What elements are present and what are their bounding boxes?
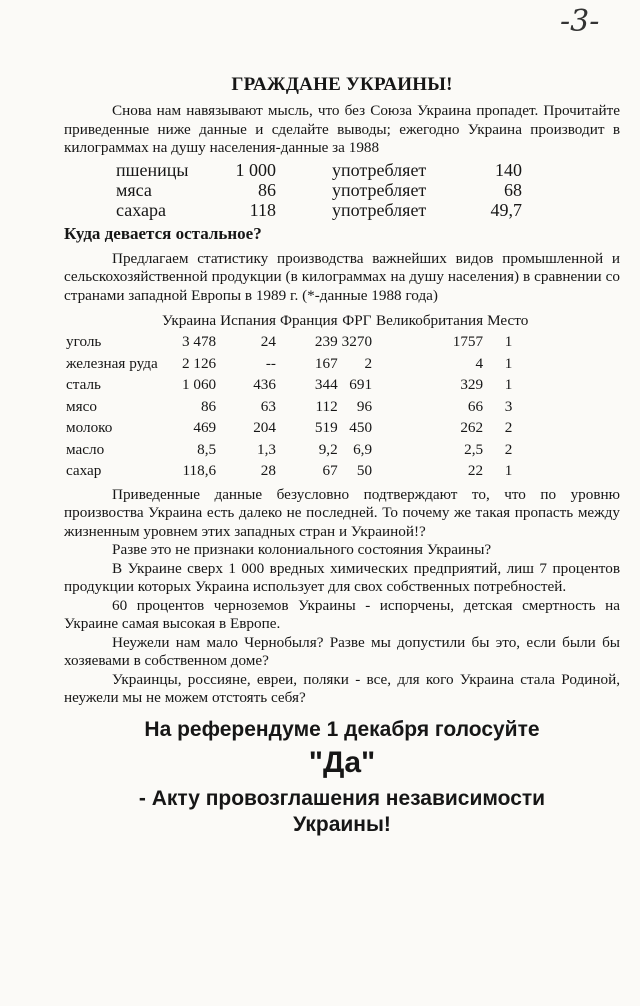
stats-cell: 329 — [460, 376, 484, 393]
stats-cell: 2 126 — [181, 354, 217, 372]
leaflet-body — [64, 74, 620, 838]
production-row — [116, 200, 522, 220]
production-kg: 86 — [258, 179, 276, 200]
stats-cell: 469 — [193, 419, 217, 436]
stats-cell: 1 — [504, 376, 513, 393]
statistics-table — [64, 311, 530, 482]
leaflet-title: ГРАЖДАНЕ УКРАИНЫ! — [231, 74, 453, 95]
page-number: -3- — [560, 4, 600, 39]
stats-cell: 436 — [253, 376, 276, 393]
stats-cell: 204 — [253, 419, 276, 436]
question-heading: Куда девается остальное? — [64, 223, 262, 243]
body-paragraph: 60 процентов черноземов Украины - испорчены, детская смертность на Украине самая высокая в Европе. — [64, 596, 620, 632]
stats-cell: 6,9 — [353, 440, 373, 458]
stats-row-label: масло — [66, 440, 105, 458]
production-table — [116, 160, 522, 220]
stats-cell: 1 — [504, 462, 513, 479]
stats-cell: 1757 — [452, 333, 484, 350]
production-use: 49,7 — [490, 199, 522, 220]
stats-header: Великобритания — [376, 312, 484, 329]
stats-header: Испания — [220, 312, 276, 329]
stats-cell: 28 — [260, 462, 276, 479]
production-verb: употребляет — [332, 159, 427, 180]
stats-cell: 22 — [467, 462, 484, 479]
stats-cell: 1,3 — [256, 440, 276, 458]
stats-header: Франция — [279, 312, 338, 329]
stats-cell: 118,6 — [182, 462, 217, 479]
stats-cell: 3 — [504, 397, 513, 415]
stats-row-label: сахар — [66, 462, 102, 479]
stats-row-label: уголь — [66, 333, 102, 350]
slogan-line-2: "Да" — [308, 745, 376, 779]
stats-cell: 1 — [504, 333, 513, 350]
stats-header: Украина — [162, 312, 217, 329]
stats-row — [64, 331, 530, 353]
stats-row — [64, 439, 530, 461]
stats-cell: 2 — [364, 354, 373, 372]
stats-intro-paragraph: Предлагаем статистику производства важнейших видов промышленной и сельскохозяйственной продукции (в килограммах на душу населения) в сравнении со странами западной Европы в 1989 г. (*-данные 1988 года) — [64, 249, 620, 304]
stats-row-label: сталь — [66, 376, 101, 393]
stats-cell: 96 — [356, 397, 373, 415]
production-verb: употребляет — [332, 179, 427, 200]
production-row — [116, 160, 522, 180]
stats-cell: 8,5 — [197, 440, 217, 458]
stats-cell: 691 — [349, 376, 373, 393]
production-verb: употребляет — [332, 199, 427, 220]
slogan-line-3a: - Акту провозглашения независимости — [138, 786, 546, 810]
production-row — [116, 180, 522, 200]
stats-row — [64, 460, 530, 482]
stats-cell: 67 — [322, 462, 338, 479]
stats-row — [64, 353, 530, 375]
stats-row-label: железная руда — [66, 354, 158, 372]
stats-cell: 344 — [314, 376, 338, 393]
stats-header: ФРГ — [342, 312, 372, 329]
stats-cell: 450 — [349, 419, 373, 436]
production-kg: 118 — [249, 199, 276, 220]
slogan-line-4: Украины! — [293, 812, 391, 836]
stats-row — [64, 417, 530, 439]
stats-cell: 4 — [475, 354, 484, 372]
body-paragraph: Неужели нам мало Чернобыля? Разве мы допустили бы это, если были бы хозяевами в собственном доме? — [64, 633, 620, 669]
production-use: 140 — [495, 159, 522, 180]
stats-cell: 2,5 — [464, 440, 484, 458]
stats-cell: 9,2 — [318, 440, 338, 458]
stats-cell: 519 — [314, 419, 338, 436]
stats-cell: 63 — [260, 397, 276, 415]
stats-cell: 239 — [314, 333, 338, 350]
production-name: пшеницы — [116, 159, 189, 180]
stats-cell: 24 — [260, 333, 276, 350]
stats-row — [64, 374, 530, 396]
production-name: мяса — [116, 179, 152, 200]
production-name: сахара — [116, 199, 166, 220]
body-paragraph: Приведенные данные безусловно подтверждают то, что по уровню произвоства Украина есть далеко не последней. То почему же такая пропасть между жизненным уровнем этих западных стран и Украиной!? — [64, 485, 620, 540]
stats-row-label: молоко — [66, 419, 113, 436]
stats-cell: 2 — [504, 440, 513, 458]
stats-cell: 262 — [460, 419, 484, 436]
stats-cell: -- — [265, 354, 276, 372]
stats-cell: 3 478 — [181, 333, 217, 350]
stats-row — [64, 396, 530, 418]
stats-cell: 3270 — [341, 333, 373, 350]
stats-cell: 167 — [314, 354, 338, 372]
body-paragraph: Украинцы, россияне, евреи, поляки - все, для кого Украина стала Родиной, неужели мы не можем отстоять себя? — [64, 670, 620, 706]
slogan-line-1: На референдуме 1 декабря голосуйте — [144, 717, 540, 741]
stats-cell: 1 060 — [181, 376, 217, 393]
intro-paragraph: Снова нам навязывают мысль, что без Союза Украина пропадет. Прочитайте приведенные ниже данные и сделайте выводы; ежегодно Украина производит в килограммах на душу населения-данные за 1988 — [64, 102, 620, 156]
production-use: 68 — [504, 179, 522, 200]
stats-header: Место — [487, 312, 529, 329]
body-paragraphs — [64, 486, 620, 708]
production-kg: 1 000 — [235, 159, 276, 180]
body-paragraph: В Украине сверх 1 000 вредных химических предприятий, лиш 7 процентов продукции которых Украина использует для свох собственных потребностей. — [64, 559, 620, 595]
stats-cell: 50 — [356, 462, 373, 479]
stats-row-label: мясо — [66, 397, 97, 415]
body-paragraph: Разве это не признаки колониального состояния Украины? — [112, 541, 492, 558]
slogan-line-3 — [64, 786, 620, 838]
stats-cell: 2 — [504, 419, 513, 436]
stats-cell: 66 — [467, 397, 484, 415]
stats-cell: 112 — [315, 397, 338, 415]
stats-cell: 86 — [200, 397, 217, 415]
stats-header — [64, 311, 160, 331]
stats-cell: 1 — [504, 354, 513, 372]
